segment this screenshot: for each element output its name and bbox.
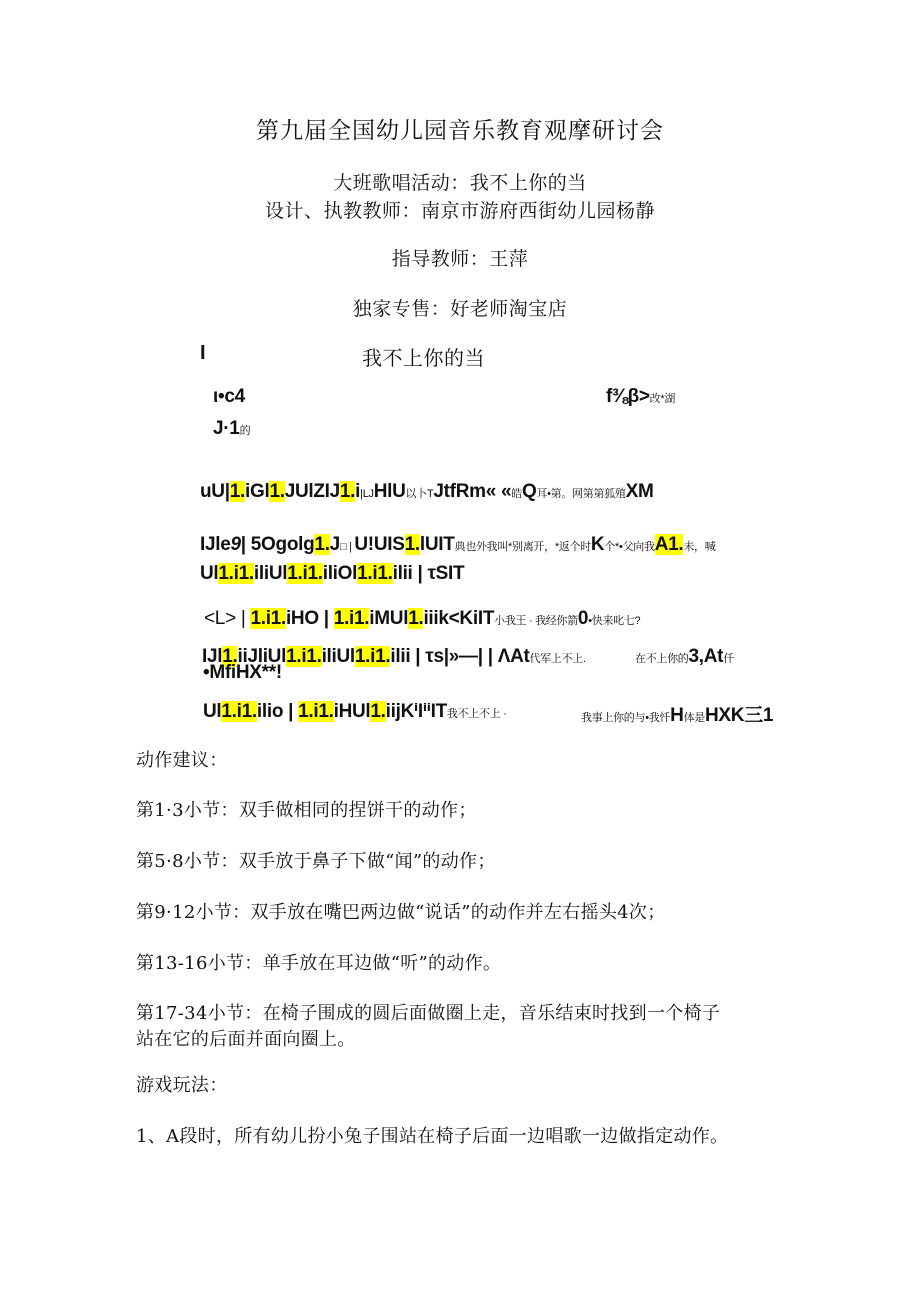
action-item-1: 第1·3小节：双手做相同的捏饼干的动作； [136,800,477,821]
designer-line: 设计、执教教师：南京市游府西街幼儿园杨静 [264,200,655,222]
action-heading: 动作建议： [136,750,228,771]
action-item-4: 第13-16小节：单手放在耳边做“听”的动作。 [136,953,502,974]
song-title: 我不上你的当 [362,346,485,370]
tempo-small: 的 [239,425,251,437]
score-line-6: Ul1.i1.ilio | 1.i1.iHUl1.iijKⁱIⁱⁱIT我不上不上 · [203,701,507,722]
page-title: 第九届全国幼儿园音乐教育观摩研讨会 [256,118,664,144]
action-item-2: 第5·8小节：双手放于鼻子下做“闻”的动作； [136,851,496,872]
score-line-3: Ul1.i1.iliUl1.i1.iliOl1.i1.ilii | τSIT [200,563,465,584]
advisor-line: 指导教师：王萍 [391,248,529,270]
game-heading: 游戏玩法： [136,1075,228,1096]
composer-text: f⅜β> [606,386,650,407]
tempo-mark [213,418,250,440]
score-line-1: uU|1.iGl1.JUlZIJ1.i|LJHlU以卜TJtfRm« «皓Q耳•第。网第第狐殖XM [200,481,654,502]
action-item-5-cont: 站在它的后面并面向圈上。 [136,1029,356,1050]
score-marker: I [200,342,206,364]
action-item-3: 第9·12小节：双手放在嘴巴两边做“说话”的动作并左右摇头4次； [136,902,666,923]
action-item-5: 第17-34小节：在椅子围成的圆后面做圈上走，音乐结束时找到一个椅子 [136,1003,721,1024]
composer-small: 改*湖 [649,393,676,405]
score-line-2: IJle9| 5Ogolg1.J□ | U!UIS1.lUIT典也外我叫*别离开，*返个时K个*•父向我A1.未，喊 [200,534,716,555]
score-line-5b: •MfiHX**! [203,662,282,683]
score-line-5: IJl1.iiJliUl1.i1.iliUl1.i1.ilii | τs|»—| | ΛAt代军上不上. [202,646,586,667]
composer-credit [606,386,675,408]
key-signature: ι•c4 [213,386,245,407]
score-line-6-right: 我事上你的与•我忏H体是HXK三1 [581,705,774,726]
tempo-text: J·1 [213,418,240,439]
exclusive-line: 独家专售：好老师淘宝店 [352,298,568,320]
activity-title: 大班歌唱活动：我不上你的当 [333,172,587,194]
game-rule-1: 1、A段时，所有幼儿扮小兔子围站在椅子后面一边唱歌一边做指定动作。 [136,1126,729,1147]
score-line-5-right: 在不上你的3,At仟 [635,646,734,667]
score-line-4: <L> | 1.i1.iHO | 1.i1.iMUl1.iiik<KiIT小我王 · 我经你箭0•快来叱七? [204,608,641,629]
